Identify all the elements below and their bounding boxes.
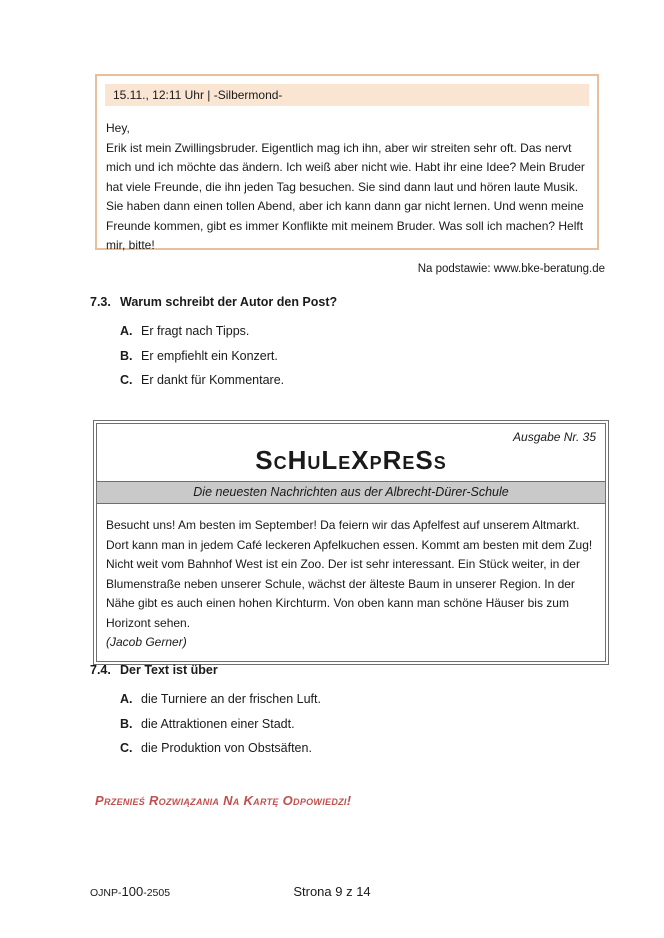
- newsletter-body: [97, 504, 605, 661]
- transfer-answers-instruction: Przenieś Rozwiązania Na Kartę Odpowiedzi!: [95, 793, 352, 808]
- page-number: Strona 9 z 14: [293, 884, 371, 899]
- option-letter: B.: [120, 716, 133, 731]
- option-text: Er fragt nach Tipps.: [141, 324, 250, 338]
- question-heading: [90, 294, 570, 311]
- answer-options: [120, 319, 570, 393]
- exam-code-suffix: -2505: [143, 887, 171, 899]
- answer-option-c: [120, 736, 570, 761]
- question-heading: [90, 662, 570, 679]
- option-text: die Attraktionen einer Stadt.: [141, 716, 295, 731]
- exam-code-mid: 100: [121, 884, 144, 899]
- newsletter-box: [93, 420, 609, 665]
- option-letter: A.: [120, 692, 133, 706]
- question-7-3: [90, 294, 570, 393]
- newsletter-inner-frame: [96, 423, 606, 662]
- option-text: Er empfiehlt ein Konzert.: [141, 348, 278, 363]
- answer-option-a: [120, 319, 570, 344]
- newsletter-title: ScHuLeXpReSs: [255, 445, 447, 475]
- answer-option-b: [120, 712, 570, 737]
- question-text: Der Text ist über: [120, 663, 218, 677]
- answer-options: [120, 687, 570, 761]
- post-header-meta: 15.11., 12:11 Uhr | -Silbermond-: [105, 84, 589, 106]
- option-text: Er dankt für Kommentare.: [141, 373, 285, 387]
- question-number: 7.3.: [90, 295, 111, 309]
- question-number: 7.4.: [90, 663, 111, 677]
- option-letter: B.: [120, 348, 133, 363]
- post-greeting: Hey,: [106, 121, 130, 135]
- answer-option-b: [120, 344, 570, 369]
- option-letter: C.: [120, 741, 133, 755]
- newsletter-subtitle: Die neuesten Nachrichten aus der Albrecht-Dürer-Schule: [97, 481, 605, 504]
- answer-option-a: [120, 687, 570, 712]
- post-text: Erik ist mein Zwillingsbruder. Eigentlich mag ich ihn, aber wir streiten sehr oft. Das nervt mich und ich möchte das ändern. Ich weiß aber nicht wie. Habt ihr eine Idee? Mein Bruder hat viele Freunde, die ihn jeden Tag besuchen. Sie sind dann laut und hören laute Musik. Sie haben dann einen tollen Abend, aber ich kann dann gar nicht lernen. Und wenn meine Freunde kommen, gibt es immer Konflikte mit meinem Bruder. Was soll ich machen? Helft mir, bitte!: [106, 140, 585, 252]
- newsletter-author: (Jacob Gerner): [106, 635, 187, 649]
- exam-code: [90, 884, 170, 899]
- post-body: [97, 106, 597, 256]
- newsletter-text: Besucht uns! Am besten im September! Da feiern wir das Apfelfest auf unserem Altmarkt. Dort kann man in jedem Café leckeren Apfelkuchen essen. Kommt am besten mit dem Zug! Nicht weit vom Bahnhof West ist ein Zoo. Der ist sehr interessant. Ein Stück weiter, in der Blumenstraße neben unserer Schule, wächst der älteste Baum in unserer Region. In der Nähe gibt es auch einen hohen Kirchturm. Von oben kann man schöne Häuser bis zum Horizont sehen.: [106, 518, 593, 630]
- option-letter: A.: [120, 324, 133, 338]
- forum-post-box: [95, 74, 599, 250]
- source-attribution: Na podstawie: www.bke-beratung.de: [417, 263, 605, 275]
- page-footer: [0, 884, 664, 899]
- exam-code-prefix: OJNP-: [90, 887, 122, 899]
- question-7-4: [90, 662, 570, 761]
- option-text: die Produktion von Obstsäften.: [141, 741, 312, 755]
- answer-option-c: [120, 368, 570, 393]
- newsletter-issue: Ausgabe Nr. 35: [513, 430, 596, 444]
- question-text: Warum schreibt der Autor den Post?: [120, 295, 338, 309]
- option-text: die Turniere an der frischen Luft.: [141, 692, 321, 706]
- option-letter: C.: [120, 373, 133, 387]
